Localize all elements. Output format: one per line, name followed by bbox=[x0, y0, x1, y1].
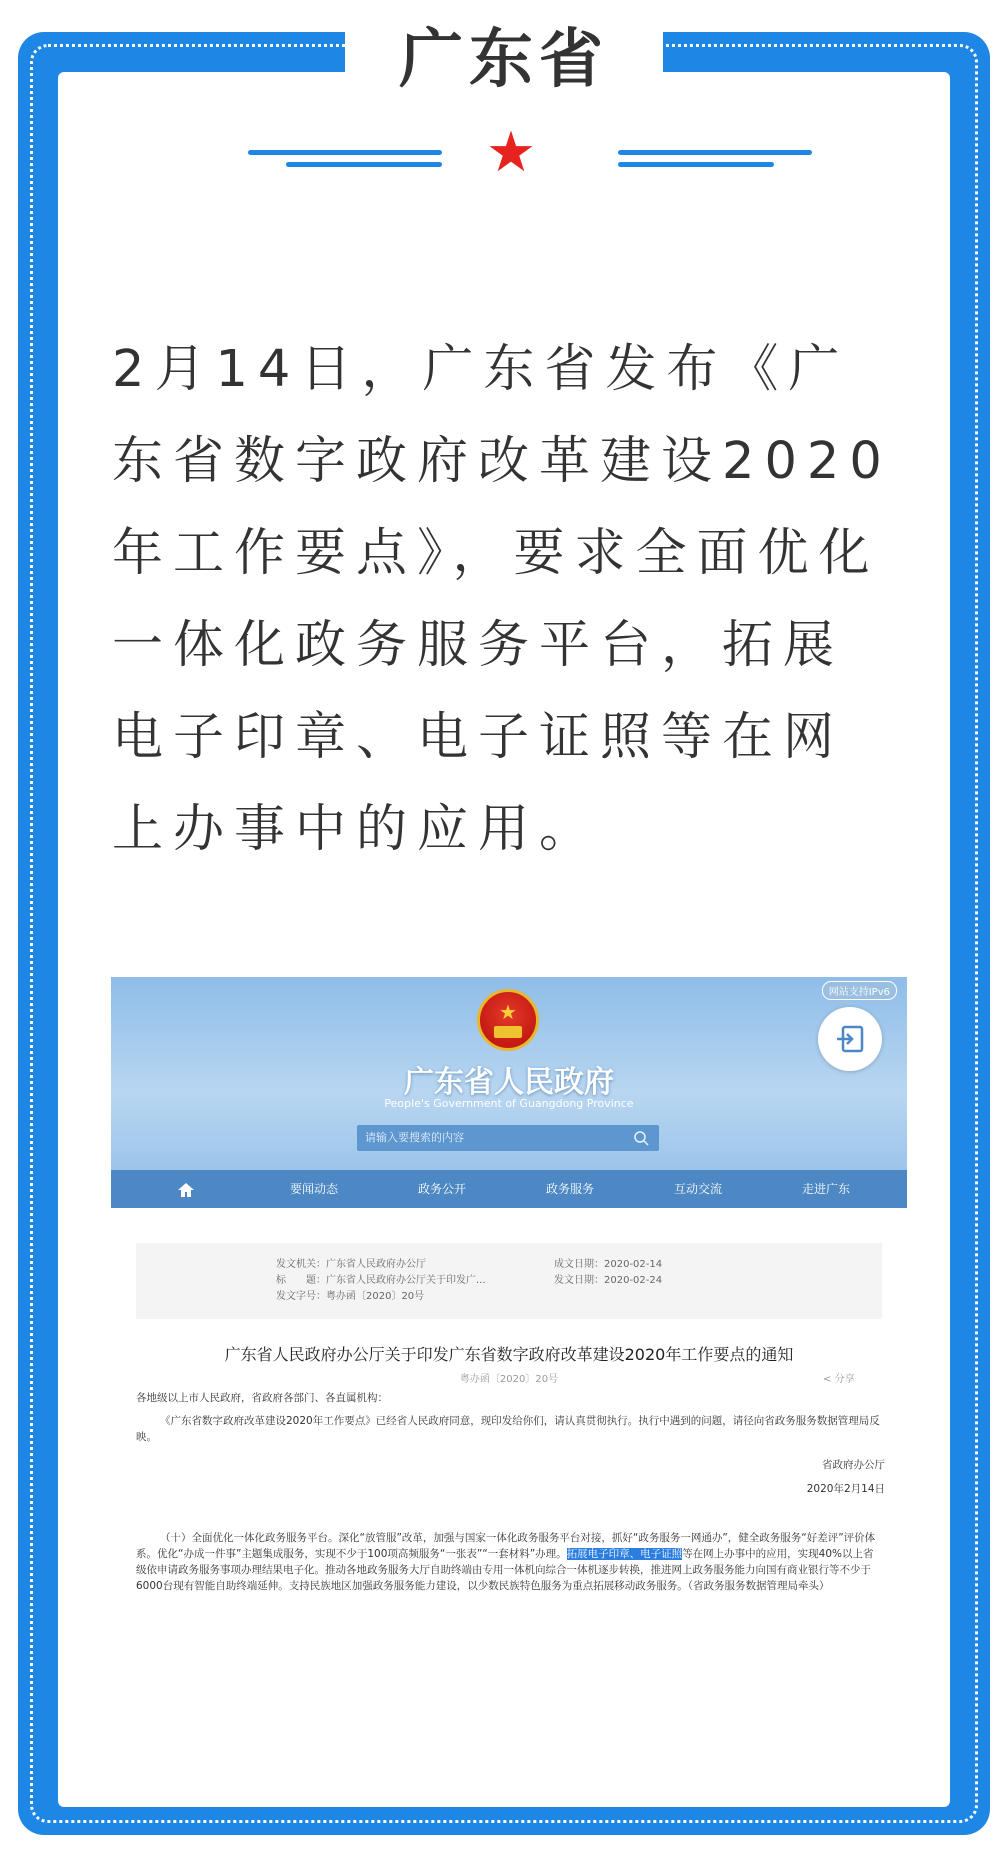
search-input[interactable]: 请输入要搜索的内容 bbox=[365, 1131, 464, 1144]
decor-line-left-1 bbox=[248, 150, 442, 155]
meta-title: 标 题：广东省人民政府办公厅关于印发广... bbox=[276, 1275, 486, 1286]
search-bar[interactable] bbox=[357, 1125, 659, 1151]
intro-paragraph: 2月14日，广东省发布《广东省数字政府改革建设2020年工作要点》，要求全面优化一体化政务服务平台，拓展电子印章、电子证照等在网上办事中的应用。 bbox=[112, 340, 892, 859]
meta-published: 发文日期：2020-02-24 bbox=[554, 1275, 663, 1286]
home-icon bbox=[177, 1182, 195, 1198]
document-number: 粤办函〔2020〕20号 bbox=[459, 1374, 559, 1385]
decor-line-left-2 bbox=[286, 162, 442, 167]
login-icon bbox=[834, 1023, 866, 1055]
search-icon[interactable] bbox=[633, 1130, 649, 1146]
main-nav bbox=[111, 1170, 907, 1208]
ipv6-badge: 网站支持IPv6 bbox=[822, 981, 897, 1000]
share-icon: < bbox=[823, 1374, 832, 1385]
item-text-before: （十）全面优化一体化政务服务平台。深化“放管服”改革，加强与国家一体化政务服务平台对接，抓好“政务服务一网通办”，健全政务服务“好差评”评价体系。优化“办成一件事”主题集成服务，实现不少于100项高频服务“一张表”“一套材料”办理。 bbox=[136, 1532, 876, 1560]
highlighted-text[interactable]: 拓展电子印章、电子证照 bbox=[566, 1548, 683, 1560]
meta-created: 成文日期：2020-02-14 bbox=[554, 1259, 663, 1270]
decor-line-right-2 bbox=[618, 162, 774, 167]
page-title: 广东省 bbox=[399, 23, 609, 97]
site-banner bbox=[111, 977, 907, 1170]
item-text-after: 等在网上办事中的应用，实现40%以上省级依申请政务服务事项办理结果电子化。推动各地政务服务大厅自助终端由专用一体机向综合一体机逐步转换，推进网上政务服务能力向国有商业银行等不少于6000台现有智能自助终端延伸。支持民族地区加强政务服务能力建设，以少数民族特色服务为重点拓展移动政务服务。（省政务服务数据管理局牵头） bbox=[136, 1548, 874, 1592]
document-title: 广东省人民政府办公厅关于印发广东省数字政府改革建设2020年工作要点的通知 bbox=[224, 1345, 794, 1364]
decor-line-right-1 bbox=[618, 150, 812, 155]
nav-home[interactable] bbox=[131, 1170, 241, 1208]
meta-number: 发文字号：粤办函〔2020〕20号 bbox=[276, 1291, 425, 1302]
national-emblem-icon: ★ bbox=[477, 989, 539, 1051]
signature-date: 2020年2月14日 bbox=[806, 1483, 885, 1495]
greeting-text: 各地级以上市人民政府，省政府各部门、各直属机构： bbox=[136, 1392, 388, 1404]
item-ten-text bbox=[136, 1530, 884, 1594]
signature: 省政府办公厅 bbox=[822, 1459, 885, 1471]
site-subtitle: People's Government of Guangdong Province bbox=[384, 1097, 634, 1110]
site-title: 广东省人民政府 bbox=[404, 1065, 614, 1100]
nav-services[interactable]: 政务服务 bbox=[545, 1182, 594, 1196]
notice-body: 《广东省数字政府改革建设2020年工作要点》已经省人民政府同意，现印发给你们，请认真贯彻执行。执行中遇到的问题，请径向省政务服务数据管理局反映。 bbox=[136, 1415, 880, 1443]
meta-issuer: 发文机关：广东省人民政府办公厅 bbox=[276, 1259, 426, 1270]
nav-news[interactable]: 要闻动态 bbox=[289, 1182, 338, 1196]
nav-interaction[interactable]: 互动交流 bbox=[673, 1182, 722, 1196]
nav-gov-info[interactable]: 政务公开 bbox=[417, 1182, 466, 1196]
document-meta bbox=[136, 1243, 882, 1319]
share-button[interactable]: < 分享 bbox=[823, 1374, 855, 1385]
nav-about[interactable]: 走进广东 bbox=[801, 1182, 850, 1196]
star-icon: ★ bbox=[485, 120, 537, 185]
